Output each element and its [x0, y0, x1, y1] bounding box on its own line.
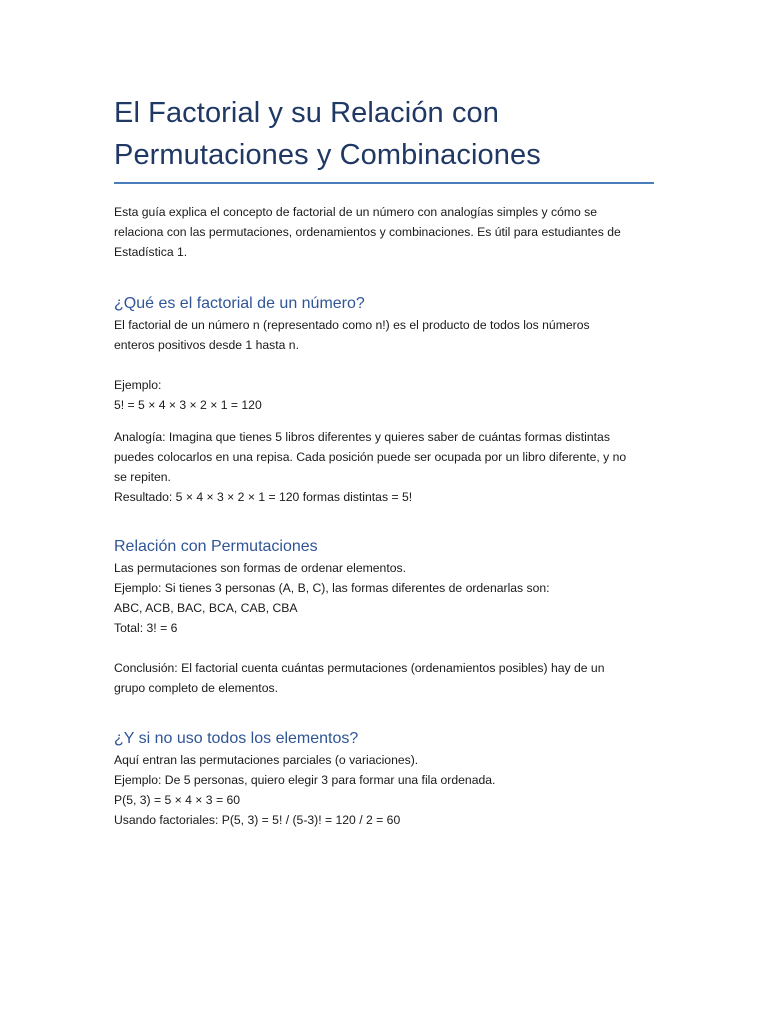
- document-page: [114, 92, 654, 830]
- text-line: Conclusión: El factorial cuenta cuántas permutaciones (ordenamientos posibles) hay de un: [114, 661, 605, 675]
- text-line: Ejemplo: De 5 personas, quiero elegir 3 para formar una fila ordenada.: [114, 773, 496, 787]
- text-line: Aquí entran las permutaciones parciales (o variaciones).: [114, 753, 419, 767]
- section-heading: ¿Qué es el factorial de un número?: [114, 295, 365, 312]
- text-line: enteros positivos desde 1 hasta n.: [114, 338, 299, 352]
- text-line: se repiten.: [114, 470, 171, 484]
- section-heading: ¿Y si no uso todos los elementos?: [114, 730, 359, 747]
- text-line: Analogía: Imagina que tienes 5 libros diferentes y quieres saber de cuántas formas distintas: [114, 430, 610, 444]
- text-line: Usando factoriales: P(5, 3) = 5! / (5-3)! = 120 / 2 = 60: [114, 813, 401, 827]
- section-heading: Relación con Permutaciones: [114, 538, 318, 555]
- text-line: ABC, ACB, BAC, BCA, CAB, CBA: [114, 601, 298, 615]
- text-line: Resultado: 5 × 4 × 3 × 2 × 1 = 120 formas distintas = 5!: [114, 490, 413, 504]
- section-partial-permutations: [114, 728, 654, 830]
- text-line: P(5, 3) = 5 × 4 × 3 = 60: [114, 793, 241, 807]
- analogy-paragraph: [114, 427, 654, 507]
- text-line: grupo completo de elementos.: [114, 681, 278, 695]
- example-paragraph: [114, 375, 654, 415]
- permutations-paragraph: [114, 558, 654, 638]
- title-line-1: El Factorial y su Relación con: [114, 97, 499, 129]
- text-line: puedes colocarlos en una repisa. Cada posición puede ser ocupada por un libro diferente, y no: [114, 450, 627, 464]
- intro-paragraph: [114, 202, 654, 262]
- section-permutations: [114, 536, 654, 698]
- intro-line: Esta guía explica el concepto de factorial de un número con analogías simples y cómo se: [114, 205, 598, 219]
- document-title: [114, 92, 654, 184]
- conclusion-paragraph: [114, 658, 654, 698]
- partial-permutations-paragraph: [114, 750, 654, 830]
- intro-line: Estadística 1.: [114, 245, 188, 259]
- title-line-2: Permutaciones y Combinaciones: [114, 139, 541, 171]
- text-line: 5! = 5 × 4 × 3 × 2 × 1 = 120: [114, 398, 262, 412]
- text-line: Ejemplo:: [114, 378, 162, 392]
- text-line: Total: 3! = 6: [114, 621, 178, 635]
- text-line: Las permutaciones son formas de ordenar elementos.: [114, 561, 406, 575]
- text-line: El factorial de un número n (representado como n!) es el producto de todos los números: [114, 318, 590, 332]
- section-factorial: [114, 293, 654, 507]
- text-line: Ejemplo: Si tienes 3 personas (A, B, C), las formas diferentes de ordenarlas son:: [114, 581, 550, 595]
- definition-paragraph: [114, 315, 654, 355]
- intro-line: relaciona con las permutaciones, ordenamientos y combinaciones. Es útil para estudiantes de: [114, 225, 621, 239]
